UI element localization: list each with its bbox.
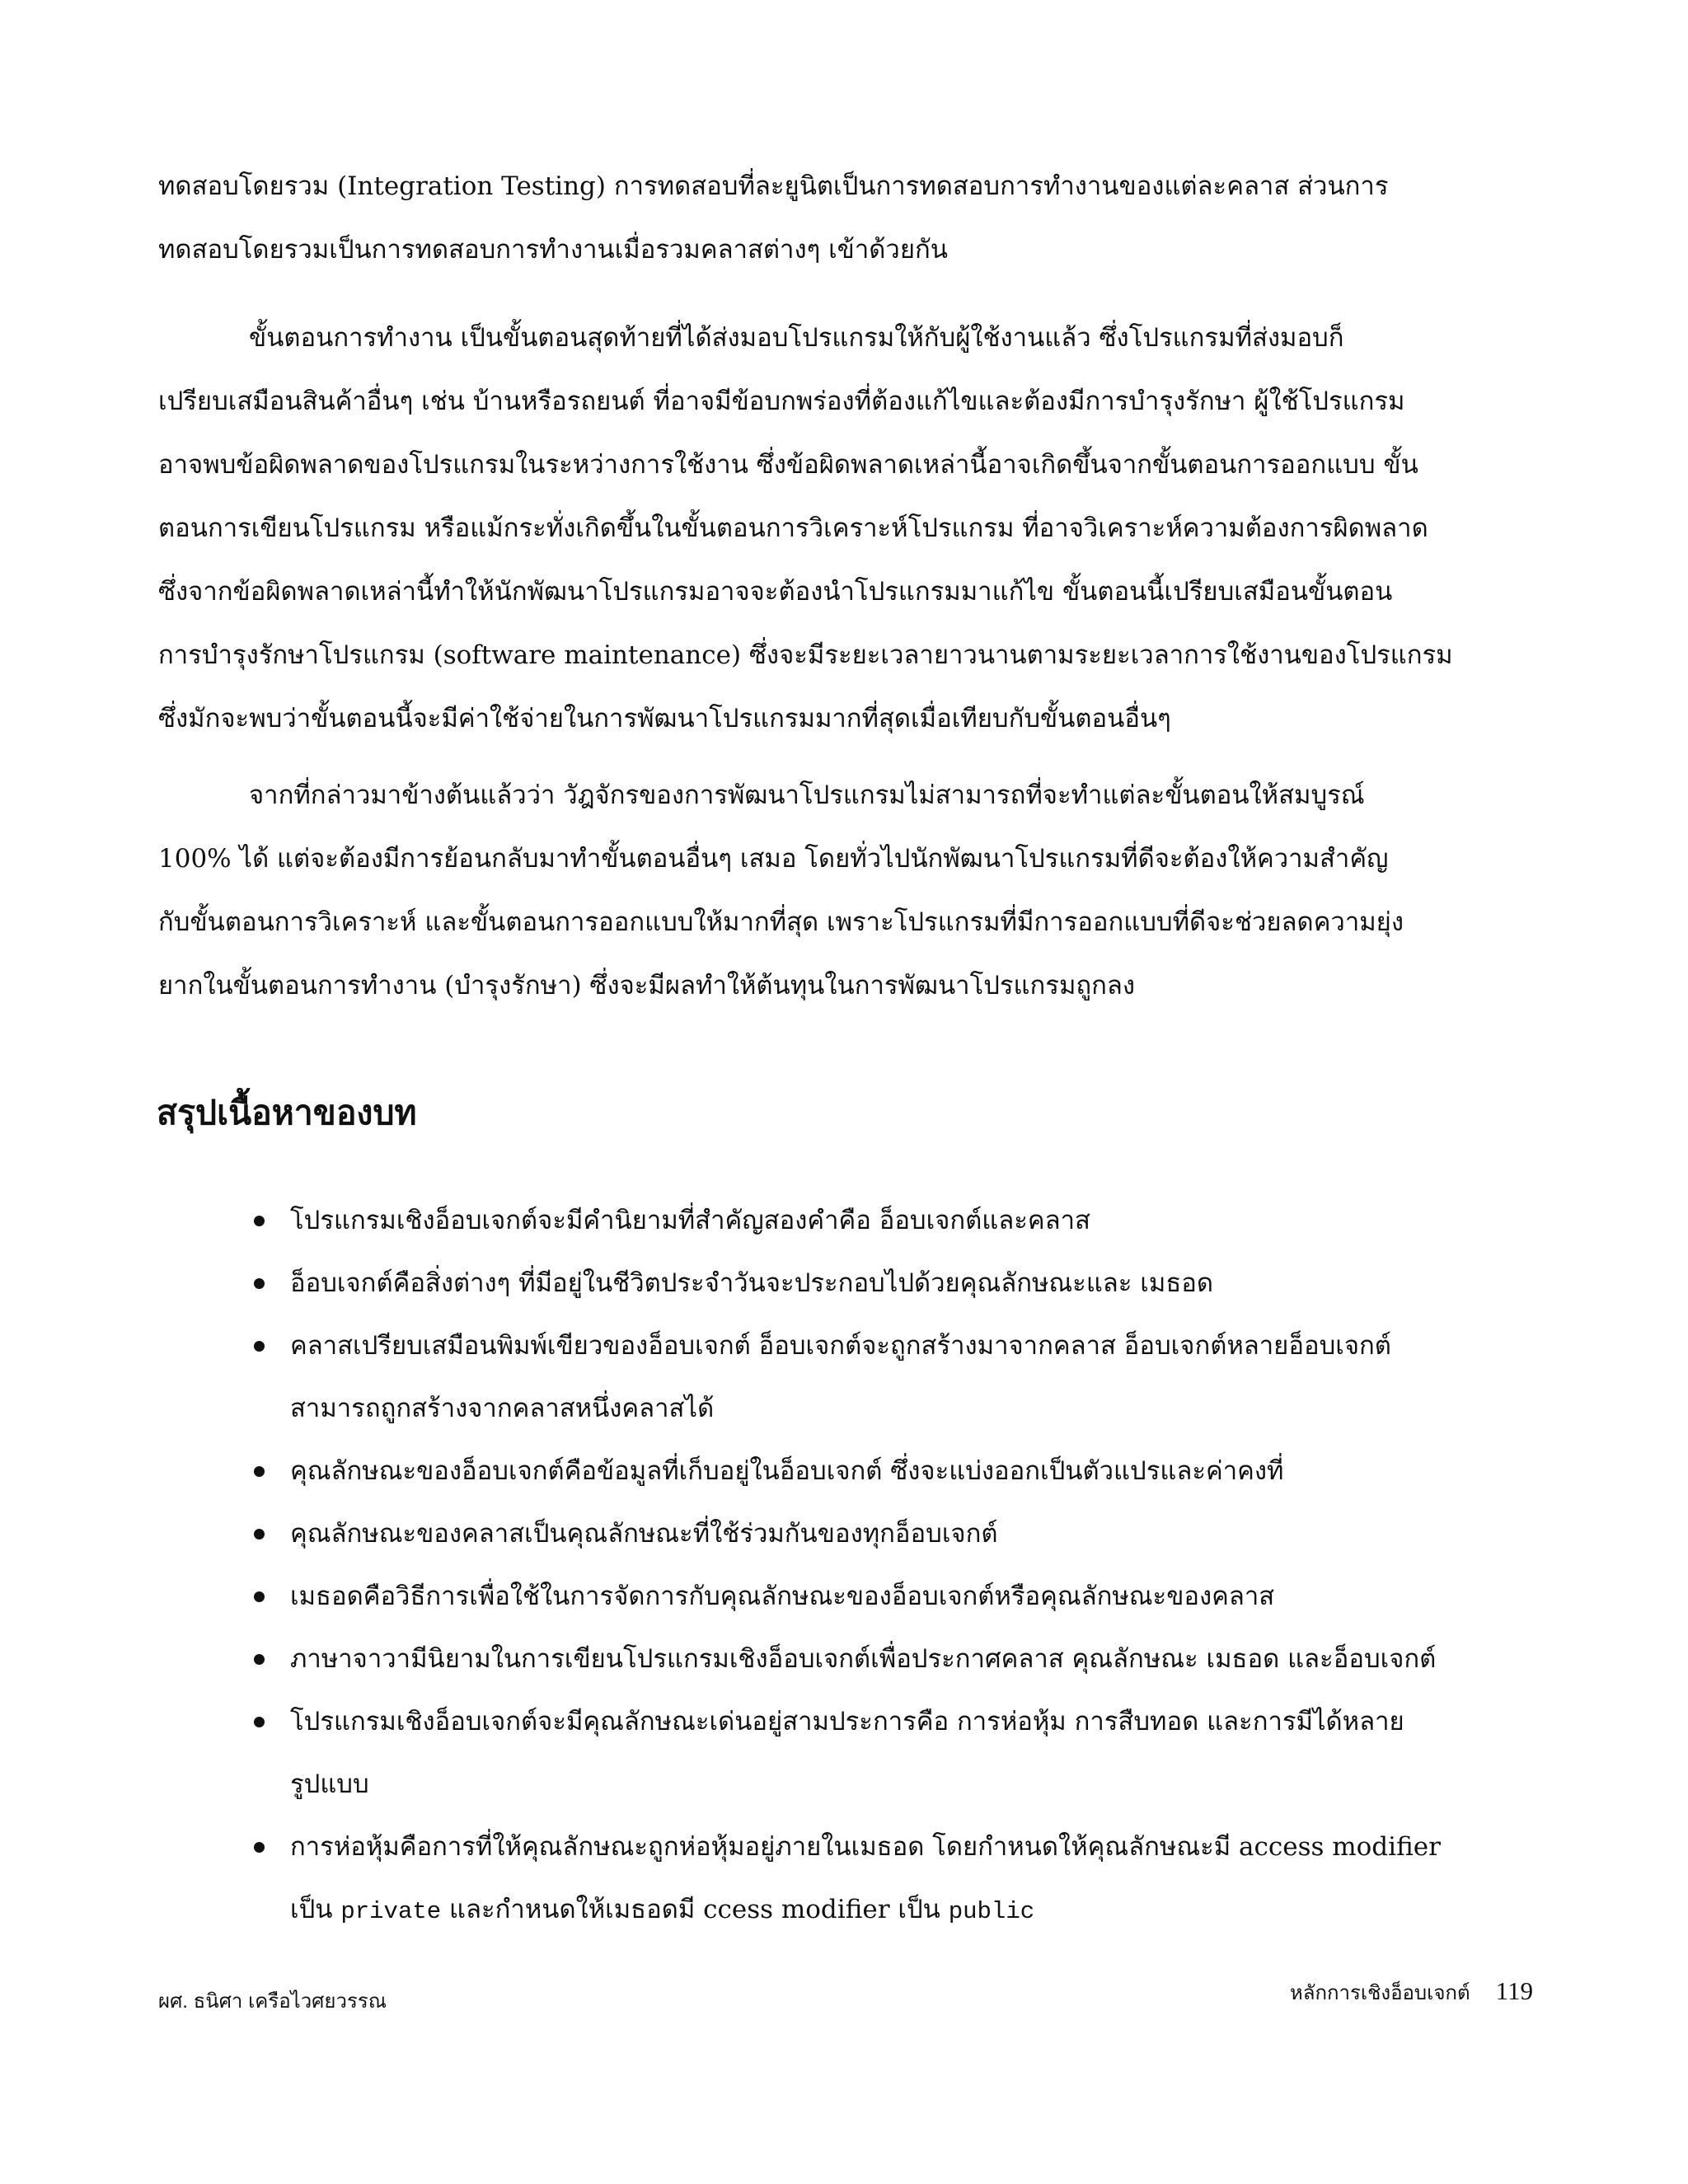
paragraph-development-cycle xyxy=(158,764,1533,1018)
list-item xyxy=(247,1315,1533,1440)
list-item-text: คุณลักษณะของอ็อบเจกต์คือข้อมูลที่เก็บอยู่ในอ็อบเจกต์ ซึ่งจะแบ่งออกเป็นตัวแปรและค่าคงที่ xyxy=(290,1456,1284,1486)
code-private: private xyxy=(340,1898,442,1925)
list-item xyxy=(247,1189,1533,1252)
page-number: 119 xyxy=(1495,1976,1533,2005)
list-item-text: โปรแกรมเชิงอ็อบเจกต์จะมีคำนิยามที่สำคัญสองคำคือ อ็อบเจกต์และคลาส xyxy=(290,1206,1090,1235)
paragraph-integration-testing xyxy=(158,155,1533,282)
list-item xyxy=(247,1690,1533,1816)
list-item-text: ภาษาจาวามีนิยามในการเขียนโปรแกรมเชิงอ็อบเจกต์เพื่อประกาศคลาส คุณลักษณะ เมธอด และอ็อบเจกต์ xyxy=(290,1644,1437,1674)
list-item xyxy=(247,1440,1533,1502)
text-line: จากที่กล่าวมาข้างต้นแล้วว่า วัฎจักรของการพัฒนาโปรแกรมไม่สามารถที่จะทำแต่ละขั้นตอนให้สมบูรณ์ xyxy=(249,780,1365,810)
bullet-icon xyxy=(254,1529,265,1540)
list-item xyxy=(247,1816,1533,1943)
bullet-icon xyxy=(254,1717,265,1727)
list-item-text: สามารถถูกสร้างจากคลาสหนึ่งคลาสได้ xyxy=(290,1394,715,1423)
paragraph-maintenance-phase xyxy=(158,307,1533,751)
bullet-icon xyxy=(254,1654,265,1665)
text-line: ซึ่งจากข้อผิดพลาดเหล่านี้ทำให้นักพัฒนาโปรแกรมอาจจะต้องนำโปรแกรมมาแก้ไข ขั้นตอนนี้เปรียบเสมือนขั้นตอน xyxy=(158,577,1393,607)
list-item-text: คุณลักษณะของคลาสเป็นคุณลักษณะที่ใช้ร่วมกันของทุกอ็อบเจกต์ xyxy=(290,1519,998,1549)
list-item-text: อ็อบเจกต์คือสิ่งต่างๆ ที่มีอยู่ในชีวิตประจำวันจะประกอบไปด้วยคุณลักษณะและ เมธอด xyxy=(290,1268,1213,1298)
summary-bullet-list xyxy=(247,1189,1533,1943)
list-item xyxy=(247,1252,1533,1315)
text-line: อาจพบข้อผิดพลาดของโปรแกรมในระหว่างการใช้งาน ซึ่งข้อผิดพลาดเหล่านี้อาจเกิดขึ้นจากขั้นตอนการออกแบบ ขั้น xyxy=(158,450,1418,480)
footer-author: ผศ. ธนิศา เครือไวศยวรรณ xyxy=(158,1990,387,2013)
text-line: เปรียบเสมือนสินค้าอื่นๆ เช่น บ้านหรือรถยนต์ ที่อาจมีข้อบกพร่องที่ต้องแก้ไขและต้องมีการบำรุงรักษา ผู้ใช้โปรแกรม xyxy=(158,387,1405,416)
bullet-icon xyxy=(254,1278,265,1289)
bullet-icon xyxy=(254,1216,265,1226)
footer-right xyxy=(1290,1976,1533,2008)
inline-text: และกำหนดให้เมธอดมี ccess modifier เป็น xyxy=(441,1895,949,1924)
text-line: ตอนการเขียนโปรแกรม หรือแม้กระทั่งเกิดขึ้นในขั้นตอนการวิเคราะห์โปรแกรม ที่อาจวิเคราะห์ความต้องการผิดพลาด xyxy=(158,513,1428,543)
text-line: ซึ่งมักจะพบว่าขั้นตอนนี้จะมีค่าใช้จ่ายในการพัฒนาโปรแกรมมากที่สุดเมื่อเทียบกับขั้นตอนอื่นๆ xyxy=(158,704,1171,733)
text-line: 100% ได้ แต่จะต้องมีการย้อนกลับมาทำขั้นตอนอื่นๆ เสมอ โดยทั่วไปนักพัฒนาโปรแกรมที่ดีจะต้องให้ความสำคัญ xyxy=(158,844,1389,874)
text-line: ยากในขั้นตอนการทำงาน (บำรุงรักษา) ซึ่งจะมีผลทำให้ต้นทุนในการพัฒนาโปรแกรมถูกลง xyxy=(158,971,1136,1001)
list-item-text: คลาสเปรียบเสมือนพิมพ์เขียวของอ็อบเจกต์ อ็อบเจกต์จะถูกสร้างมาจากคลาส อ็อบเจกต์หลายอ็อบเจกต์ xyxy=(290,1331,1391,1361)
section-heading-summary: สรุปเนื้อหาของบท xyxy=(157,1093,417,1132)
text-line: ขั้นตอนการทำงาน เป็นขั้นตอนสุดท้ายที่ได้ส่งมอบโปรแกรมให้กับผู้ใช้งานแล้ว ซึ่งโปรแกรมที่ส่งมอบก็ xyxy=(249,323,1344,353)
text-line: การบำรุงรักษาโปรแกรม (software maintenance) ซึ่งจะมีระยะเวลายาวนานตามระยะเวลาการใช้งานของโปรแกรม xyxy=(158,640,1453,670)
text-line: ทดสอบโดยรวม (Integration Testing) การทดสอบที่ละยูนิตเป็นการทดสอบการทำงานของแต่ละคลาส ส่วนการ xyxy=(158,171,1389,201)
bullet-icon xyxy=(254,1341,265,1352)
list-item xyxy=(247,1628,1533,1690)
text-line: ทดสอบโดยรวมเป็นการทดสอบการทำงานเมื่อรวมคลาสต่างๆ เข้าด้วยกัน xyxy=(158,235,948,265)
list-item xyxy=(247,1565,1533,1628)
bullet-icon xyxy=(254,1842,265,1853)
list-item-text: เมธอดคือวิธีการเพื่อใช้ในการจัดการกับคุณลักษณะของอ็อบเจกต์หรือคุณลักษณะของคลาส xyxy=(290,1582,1275,1611)
list-item-text: โปรแกรมเชิงอ็อบเจกต์จะมีคุณลักษณะเด่นอยู่สามประการคือ การห่อหุ้ม การสืบทอด และการมีได้หลาย xyxy=(290,1707,1404,1736)
inline-text: เป็น xyxy=(290,1895,341,1924)
list-item-text xyxy=(290,1878,1533,1943)
bullet-icon xyxy=(254,1466,265,1477)
footer-book-title: หลักการเชิงอ็อบเจกต์ xyxy=(1289,1982,1470,2004)
bullet-icon xyxy=(254,1591,265,1602)
list-item-text: การห่อหุ้มคือการที่ให้คุณลักษณะถูกห่อหุ้มอยู่ภายในเมธอด โดยกำหนดให้คุณลักษณะมี access modifier xyxy=(290,1832,1441,1862)
list-item xyxy=(247,1502,1533,1565)
list-item-text: รูปแบบ xyxy=(290,1769,369,1799)
text-line: กับขั้นตอนการวิเคราะห์ และขั้นตอนการออกแบบให้มากที่สุด เพราะโปรแกรมที่มีการออกแบบที่ดีจะช่วยลดความยุ่ง xyxy=(158,907,1404,937)
code-public: public xyxy=(948,1898,1035,1925)
